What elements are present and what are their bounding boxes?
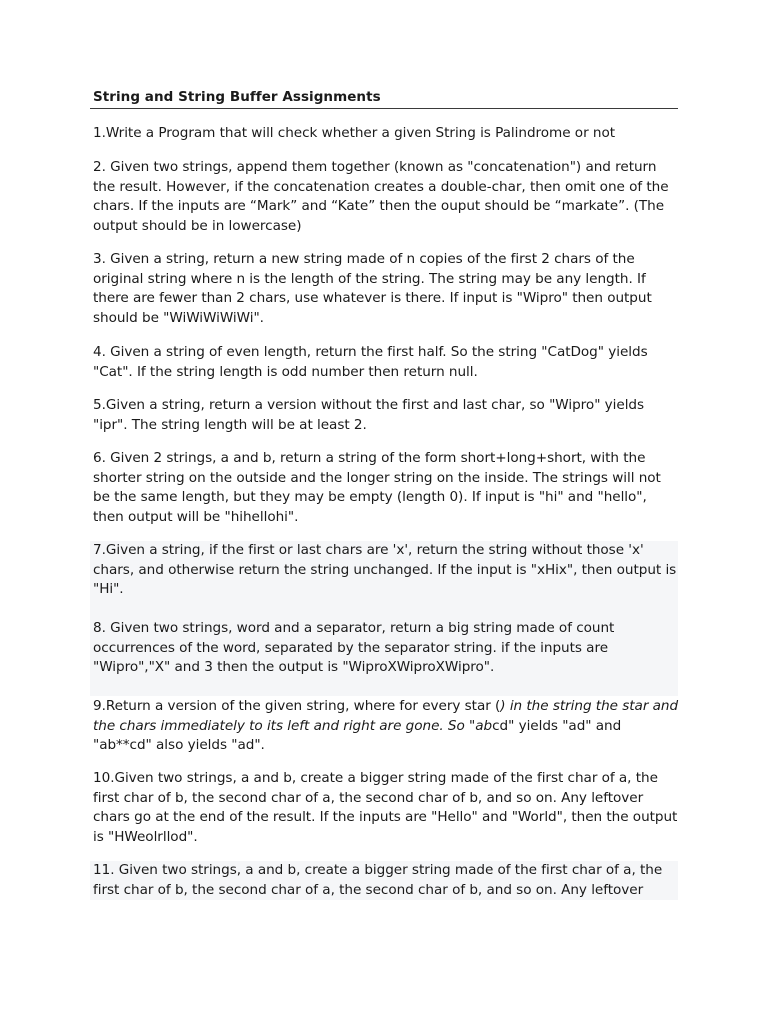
- document-title: String and String Buffer Assignments: [93, 89, 381, 105]
- item-9-start: 9.Return a version of the given string, where for every star (: [93, 698, 501, 714]
- item-9-end: cd" yields "ad" and "ab**cd" also yields "ad".: [93, 717, 622, 753]
- assignment-item-5: 5.Given a string, return a version without the first and last char, so "Wipro" yields "ipr". The string length will be at least 2.: [93, 397, 645, 433]
- assignment-item-4: 4. Given a string of even length, return the first half. So the string "CatDog" yields "Cat". If the string length is odd number then return null.: [93, 344, 648, 380]
- assignment-item-2: 2. Given two strings, append them together (known as "concatenation") and return the result. However, if the concatenation creates a double-char, then omit one of the chars. If the inputs are “Mark” and “Kate” then the ouput should be “markate”. (The output should be in lowercase): [93, 159, 669, 234]
- item-9-italic: ) in the string the star and the chars immediately to its left and right are gone. So "ab: [93, 698, 679, 734]
- assignment-item-1: 1.Write a Program that will check whether a given String is Palindrome or not: [93, 125, 615, 141]
- assignment-item-8: 8. Given two strings, word and a separator, return a big string made of count occurrences of the word, separated by the separator string. if the inputs are "Wipro","X" and 3 then the output is "WiproXWiproXWipro".: [93, 620, 615, 675]
- assignment-item-9: [93, 697, 679, 756]
- assignment-item-11: 11. Given two strings, a and b, create a bigger string made of the first char of a, the first char of b, the second char of a, the second char of b, and so on. Any leftover: [93, 862, 663, 898]
- assignment-item-7: 7.Given a string, if the first or last chars are 'x', return the string without those 'x' chars, and otherwise return the string unchanged. If the input is "xHix", then output is "Hi".: [93, 542, 677, 597]
- title-underline: [90, 108, 678, 109]
- assignment-item-6: 6. Given 2 strings, a and b, return a string of the form short+long+short, with the shorter string on the outside and the longer string on the inside. The strings will not be the same length, but they may be empty (length 0). If input is "hi" and "hello", then output will be "hihellohi".: [93, 450, 661, 525]
- assignment-item-10: 10.Given two strings, a and b, create a bigger string made of the first char of a, the first char of b, the second char of a, the second char of b, and so on. Any leftover chars go at the end of the result. If the inputs are "Hello" and "World", then the output is "HWeolrllod".: [93, 770, 678, 845]
- assignment-item-3: 3. Given a string, return a new string made of n copies of the first 2 chars of the original string where n is the length of the string. The string may be any length. If there are fewer than 2 chars, use whatever is there. If input is "Wipro" then output should be "WiWiWiWiWi".: [93, 251, 652, 326]
